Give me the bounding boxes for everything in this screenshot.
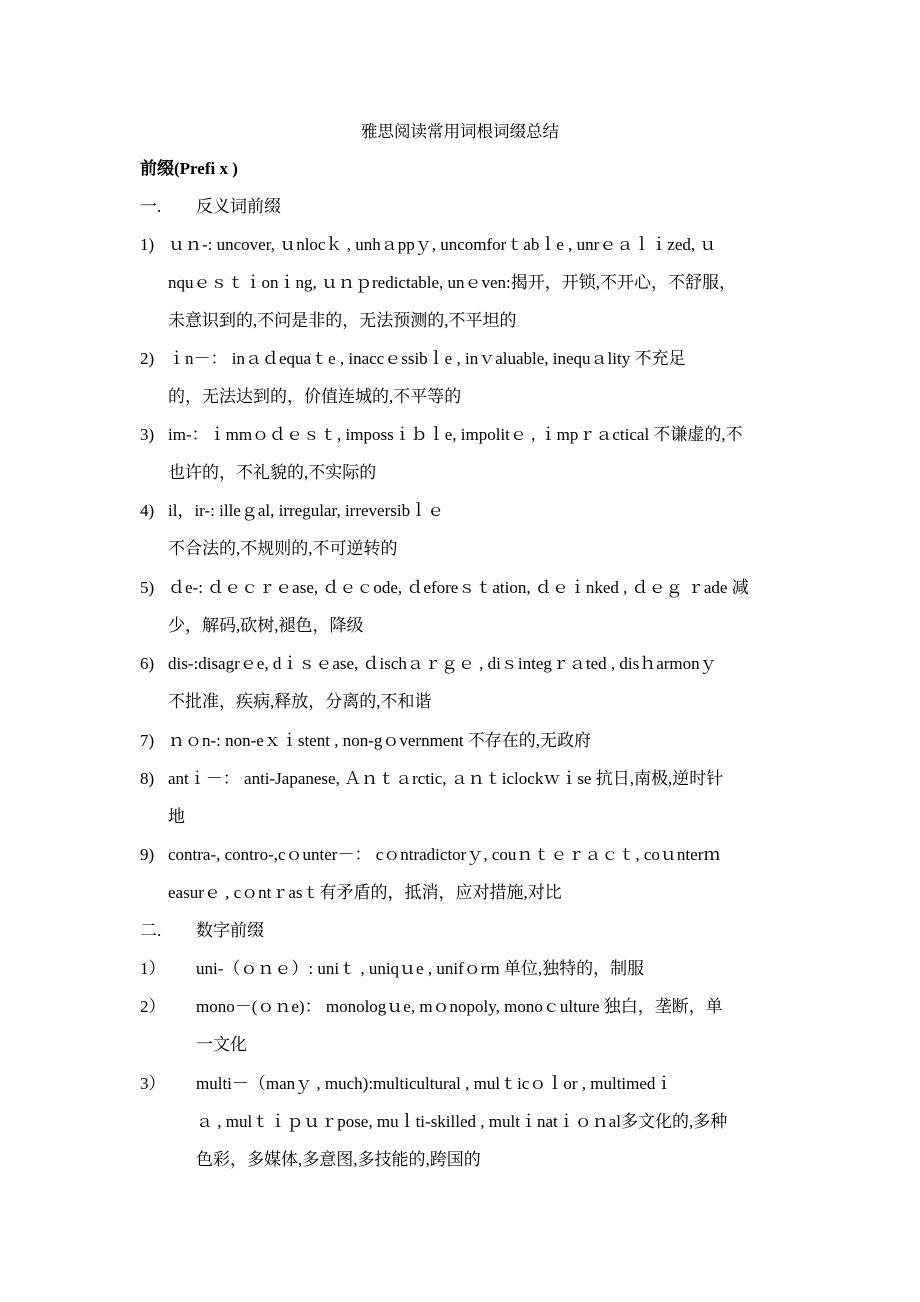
list-item-line: 色彩，多媒体,多意图,多技能的,跨国的	[196, 1150, 481, 1169]
list-item-number: 2）	[140, 997, 166, 1016]
list-item-line: 地	[168, 807, 185, 826]
list-item-number: 9)	[140, 845, 155, 864]
list-item-number: 3)	[140, 425, 155, 444]
list-item-line: il，ir-: illeｇal, irregular, irreversibｌｅ	[168, 501, 445, 520]
list-item-line: 未意识到的,不问是非的，无法预测的,不平坦的	[168, 311, 517, 330]
list-item-line: uni-（ｏｎｅ）: uniｔ , uniqｕe , unifｏrm 单位,独特的，制服	[196, 959, 645, 978]
list-item-number: 5)	[140, 578, 155, 597]
list-item-line: dis-:disagrｅe, dｉｓｅase, ｄischａｒｇｅ , diｓintegｒａted , disｈarmonｙ	[168, 654, 717, 673]
list-item-line: ｉn－： inａｄequaｔe , inaccｅssibｌe , inｖaluable, inequａlity 不充足	[168, 349, 686, 368]
list-item-number: 3）	[140, 1074, 166, 1093]
list-item-line: 少，解码,砍树,褪色，降级	[168, 616, 364, 635]
list-item-line: ｄe-: ｄｅｃｒｅase, ｄｅｃode, ｄeforeｓｔation, ｄｅｉnked , ｄｅｇ ｒade 减	[168, 578, 749, 597]
prefix-heading: 前缀(Prefi x )	[140, 159, 238, 178]
section-heading: 反义词前缀	[196, 197, 281, 216]
page-title: 雅思阅读常用词根词缀总结	[361, 122, 559, 141]
list-item-number: 2)	[140, 349, 155, 368]
list-item-line: 不合法的,不规则的,不可逆转的	[168, 539, 398, 558]
list-item-line: 一文化	[196, 1035, 247, 1054]
list-item-number: 4)	[140, 501, 155, 520]
list-item-line: easurｅ , cｏntｒasｔ有矛盾的，抵消，应对措施,对比	[168, 883, 562, 902]
section-heading: 数字前缀	[196, 921, 264, 940]
list-item-line: 不批准，疾病,释放，分离的,不和谐	[168, 692, 432, 711]
list-item-number: 8)	[140, 769, 155, 788]
list-item-line: ｕｎ-: uncover, ｕnlocｋ , unhａppｙ, uncomforｔabｌe , unrｅａｌｉzed, ｕ	[168, 235, 717, 254]
list-item-line: nquｅｓｔｉonｉng, ｕｎｐredictable, unｅven:揭开，开锁,不开心，不舒服，	[168, 273, 737, 292]
list-item-line: 也许的，不礼貌的,不实际的	[168, 463, 377, 482]
list-item-number: 1）	[140, 959, 166, 978]
list-item-line: 的，无法达到的，价值连城的,不平等的	[168, 387, 462, 406]
list-item-number: 6)	[140, 654, 155, 673]
list-item-number: 7)	[140, 731, 155, 750]
list-item-number: 1)	[140, 235, 155, 254]
list-item-line: contra-, contro-,cｏunter－： cｏntradictorｙ, couｎｔｅｒａｃｔ, coｕnterｍ	[168, 845, 721, 864]
list-item-line: multi－（manｙ , much):multicultural , mulｔicｏｌor , multimedｉ	[196, 1074, 673, 1093]
list-item-line: ｎｏn-: non-eｘｉstent , non-gｏvernment 不存在的,无政府	[168, 731, 592, 750]
list-item-line: ａ , mulｔｉｐｕｒpose, muｌti-skilled , multｉnatｉｏｎal多文化的,多种	[196, 1112, 728, 1131]
list-item-line: mono－(ｏｎe)： monologｕe, mｏnopoly, monoｃulture 独白，垄断，单	[196, 997, 723, 1016]
section-number: 一.	[140, 197, 162, 216]
list-item-line: im-：ｉmmｏｄｅｓｔ, impossｉｂｌe, impolitｅ , ｉmpｒａctical 不谦虚的,不	[168, 425, 743, 444]
list-item-line: antｉ－： anti-Japanese, Ａｎｔａrctic, ａｎｔiclockｗｉse 抗日,南极,逆时针	[168, 769, 724, 788]
section-number: 二.	[140, 921, 162, 940]
